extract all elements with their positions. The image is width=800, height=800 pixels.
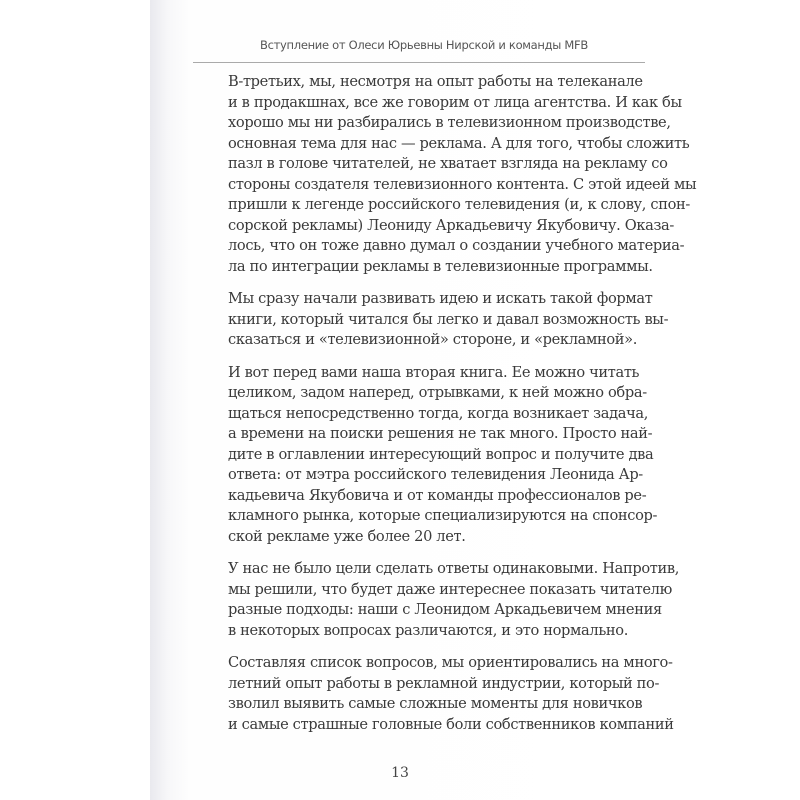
text-line: пазл в голове читателей, не хватает взгляда на рекламу со	[228, 155, 668, 172]
text-line: Составляя список вопросов, мы ориентировались на много-	[228, 654, 673, 671]
text-line: основная тема для нас — реклама. А для того, чтобы сложить	[228, 134, 690, 152]
text-line: стороны создателя телевизионного контента. С этой идеей мы	[228, 175, 697, 193]
text-line: ответа: от мэтра российского телевидения Леонида Ар-	[228, 466, 643, 483]
paragraph	[228, 363, 658, 548]
header-rule	[193, 62, 645, 63]
text-line: мы решили, что будет даже интереснее показать читателю	[228, 580, 672, 598]
paragraph	[228, 289, 669, 351]
text-line: и самые страшные головные боли собственников компаний	[228, 715, 674, 733]
paragraph	[228, 559, 680, 641]
text-line: ла по интеграции рекламы в телевизионные программы.	[228, 257, 653, 275]
text-line: кламного рынка, которые специализируются на спонсор-	[228, 507, 658, 524]
text-line: разные подходы: наши с Леонидом Аркадьевичем мнения	[228, 601, 662, 618]
text-line: дите в оглавлении интересующий вопрос и получите два	[228, 445, 654, 463]
text-line: пришли к легенде российского телевидения (и, к слову, спон-	[228, 196, 690, 213]
running-header: Вступление от Олеси Юрьевны Нирской и команды MFB	[260, 38, 588, 52]
text-line: У нас не было цели сделать ответы одинаковыми. Напротив,	[228, 560, 680, 577]
text-line: сказаться и «телевизионной» стороне, и «рекламной».	[228, 331, 638, 348]
text-line: сорской рекламы) Леониду Аркадьевичу Якубовичу. Оказа-	[228, 216, 674, 234]
text-line: кадьевича Якубовича и от команды профессионалов ре-	[228, 486, 647, 504]
text-line: хорошо мы ни разбирались в телевизионном производстве,	[228, 114, 671, 131]
text-line: щаться непосредственно тогда, когда возникает задача,	[228, 404, 649, 422]
paragraph	[228, 72, 697, 277]
paragraph	[228, 653, 674, 735]
text-line: книги, который читался бы легко и давал возможность вы-	[228, 310, 669, 328]
text-line: ской рекламе уже более 20 лет.	[228, 527, 466, 545]
text-line: зволил выявить самые сложные моменты для новичков	[228, 695, 643, 712]
text-line: и в продакшнах, все же говорим от лица агентства. И как бы	[228, 93, 682, 111]
text-line: а времени на поиски решения не так много. Просто най-	[228, 425, 653, 442]
text-line: в некоторых вопросах различаются, и это нормально.	[228, 621, 629, 639]
text-line: лось, что он тоже давно думал о создании учебного материа-	[228, 237, 685, 254]
page-number: 13	[391, 765, 409, 781]
text-line: Мы сразу начали развивать идею и искать такой формат	[228, 290, 653, 307]
text-line: летний опыт работы в рекламной индустрии, который по-	[228, 674, 660, 692]
text-line: В-третьих, мы, несмотря на опыт работы на телеканале	[228, 73, 643, 90]
text-line: целиком, задом наперед, отрывками, к ней можно обра-	[228, 384, 647, 401]
body-text	[228, 72, 697, 747]
text-line: И вот перед вами наша вторая книга. Ее можно читать	[228, 363, 640, 381]
